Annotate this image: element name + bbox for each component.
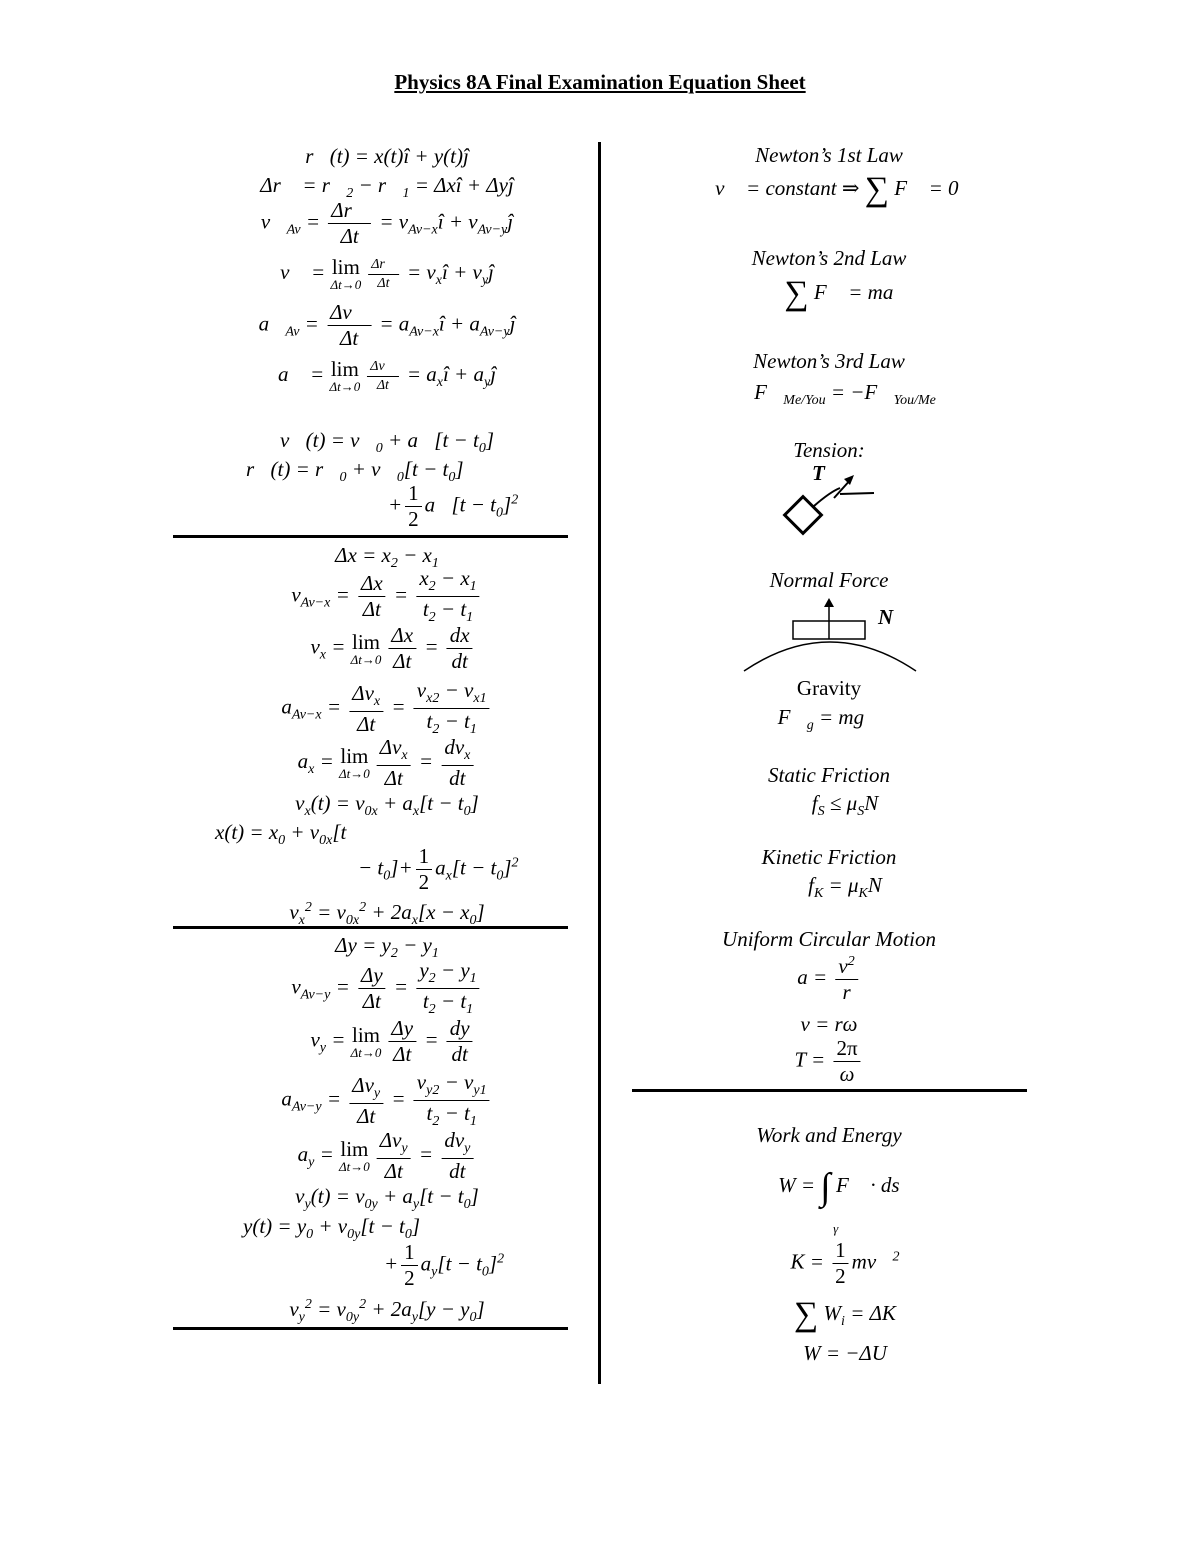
eq-vy-time: $v_y(t) = v_{0y} + a_y[t - t_0]$ [295,1184,479,1213]
eq-inst-vy: $v_y$ = lim Δt→0 $\frac{\Delta y}{\Delta t}$ = $\frac{dy}{dt}$ [310,1018,475,1065]
eq-delta-x: $\Delta x = x_2 - x_1$ [335,543,439,572]
eq-position-time-cont: + $\frac{1}{2}$ a⃗[t − $t_0]^2$ [388,481,519,531]
eq-vy-squared: $v_y^2 = v_{0y}^2 + 2a_y[y - y_0]$ [289,1297,485,1326]
column-divider [598,142,601,1384]
eq-kinetic-energy: K = $\frac{1}{2}$ mv⃗$^2$ [790,1238,900,1288]
eq-inst-ax: $a_x$ = lim Δt→0 $\frac{\Delta v_x}{\Delta t}$ = $\frac{dv_x}{dt}$ [298,737,477,789]
tension-diagram [780,470,880,542]
eq-kinetic-friction: $f_K = \mu_KN$ [808,873,882,902]
static-friction-label: Static Friction [768,763,890,787]
eq-inst-velocity-vector: v⃗ = lim Δt→0 $\frac{\Delta r⃗}{\Delta t}$ = $v_xî$ + $v_yĵ$ [280,255,494,292]
eq-work-potential: W = −ΔU [803,1341,887,1365]
newton2-label: Newton’s 2nd Law [751,246,907,270]
eq-x-time-cont: − $t_0]+$ $\frac{1}{2}$ $a_x[t - t_0]^2$ [358,844,519,894]
eq-period: T = $\frac{2\pi}{\omega}$ [794,1038,863,1085]
eq-newton3: $F⃗_{Me/You}$ = $-F⃗_{You/Me}$ [754,380,936,409]
eq-y-time: $y(t) = y_0 + v_{0y}[t - t_0]$ [243,1214,421,1243]
tension-label: Tension: [793,438,865,462]
eq-newton2: ∑ F⃗ = ma⃗ [784,275,910,312]
section-divider-3 [173,1327,568,1330]
newton1-label: Newton’s 1st Law [755,143,903,167]
eq-vx-squared: $v_x^2 = v_{0x}^2 + 2a_x[x - x_0]$ [289,900,485,929]
eq-avg-velocity-vector: $v⃗_{Av}$ = $\frac{\Delta r⃗}{\Delta t}$ = $v_{Av-x}î$ + $v_{Av-y}ĵ$ [260,198,514,248]
eq-displacement: Δr⃗ = $r⃗_2$ − $r⃗_1$ = Δxî + Δyĵ [260,173,514,202]
eq-x-time: $x(t) = x_0 + v_{0x}[t$ [215,820,347,849]
tension-symbol: T [812,461,825,485]
section-divider-right [632,1089,1027,1092]
eq-avg-vy: $v_{Av-y}$ = $\frac{\Delta y}{\Delta t}$ = $\frac{y_2 - y_1}{t_2 - t_1}$ [291,960,482,1017]
eq-gravity: $F⃗_g$ = mg⃗ [777,705,881,734]
circular-motion-label: Uniform Circular Motion [722,927,936,951]
eq-position-vector: r⃗(t) = x(t)î + y(t)ĵ [305,144,469,168]
eq-inst-accel-vector: a⃗ = lim Δt→0 $\frac{\Delta v⃗}{\Delta t}$ = $a_xî$ + $a_yĵ$ [277,357,497,394]
gravity-label: Gravity [796,676,862,700]
eq-centripetal: a = $\frac{v^2}{r}$ [797,955,861,1003]
normal-force-symbol: N [878,605,894,629]
eq-work-energy-theorem: ∑ $W_i = \Delta K$ [794,1296,896,1333]
eq-position-time: r⃗(t) = $r⃗_0$ + $v⃗_0[t - t_0]$ [246,457,464,486]
eq-inst-ay: $a_y$ = lim Δt→0 $\frac{\Delta v_y}{\Delta t}$ = $\frac{dv_y}{dt}$ [298,1130,477,1182]
eq-avg-vx: $v_{Av-x}$ = $\frac{\Delta x}{\Delta t}$ = $\frac{x_2 - x_1}{t_2 - t_1}$ [291,568,482,625]
eq-velocity-time: v⃗(t) = $v⃗_0$ + a⃗[t − $t_0$] [279,428,495,457]
eq-inst-vx: $v_x$ = lim Δt→0 $\frac{\Delta x}{\Delta t}$ = $\frac{dx}{dt}$ [310,625,475,672]
eq-work-integral: W = ∫ F⃗ · ds⃗ γ [778,1166,916,1236]
eq-v-r-omega: v = rω [800,1012,858,1036]
eq-y-time-cont: + $\frac{1}{2}$ $a_y[t - t_0]^2$ [384,1240,505,1290]
eq-avg-ay: $a_{Av-y}$ = $\frac{\Delta v_y}{\Delta t}$ = $\frac{v_{y2} - v_{y1}}{t_2 - t_1}$ [281,1072,492,1129]
newton3-label: Newton’s 3rd Law [753,349,905,373]
eq-avg-ax: $a_{Av-x}$ = $\frac{\Delta v_x}{\Delta t}$ = $\frac{v_{x2} - v_{x1}}{t_2 - t_1}$ [281,680,492,737]
eq-vx-time: $v_x(t) = v_{0x} + a_x[t - t_0]$ [295,791,479,820]
section-divider-1 [173,535,568,538]
eq-delta-y: $\Delta y = y_2 - y_1$ [335,933,439,962]
normal-force-label: Normal Force [769,568,889,592]
eq-avg-accel-vector: $a⃗_{Av}$ = $\frac{\Delta v⃗}{\Delta t}$ = $a_{Av-x}î$ + $a_{Av-y}ĵ$ [258,300,516,350]
kinetic-friction-label: Kinetic Friction [761,845,897,869]
eq-newton1: v⃗ = constant ⇒ ∑ F⃗ = 0⃗ [715,171,975,208]
eq-static-friction: $f_S \le \mu_SN$ [811,791,879,820]
page-title: Physics 8A Final Examination Equation Sheet [394,70,806,94]
work-energy-label: Work and Energy [756,1123,902,1147]
